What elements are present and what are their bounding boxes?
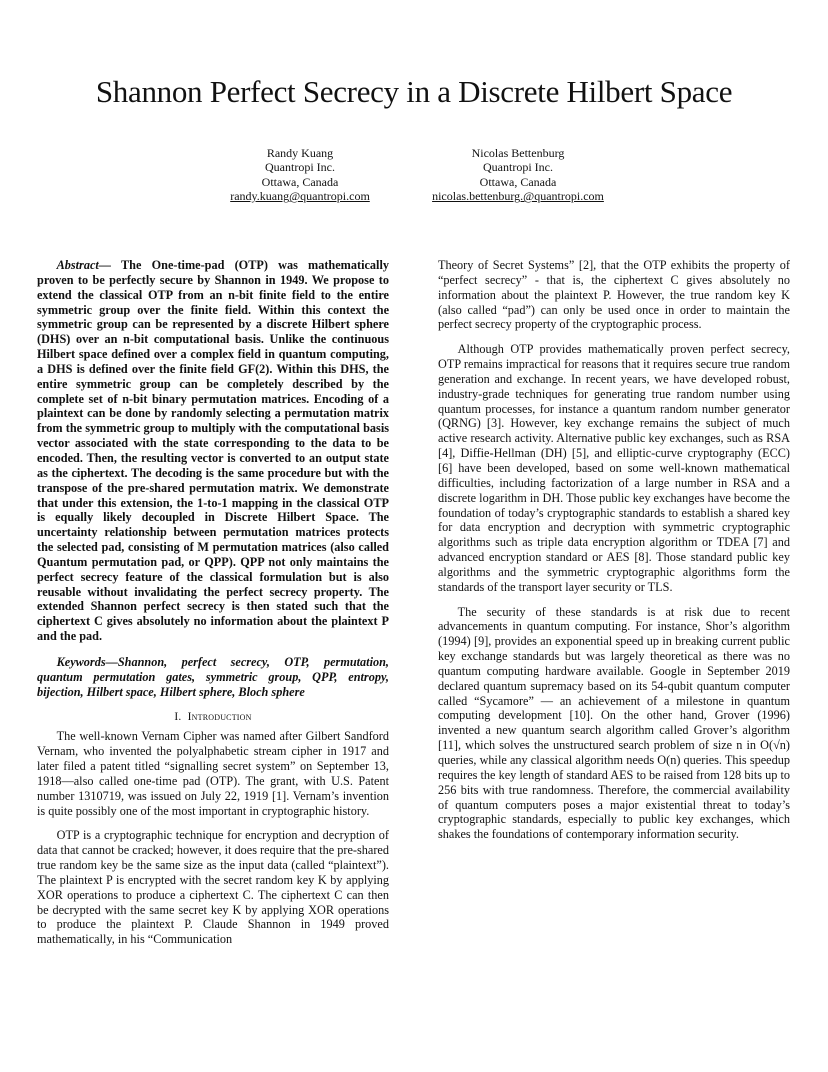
abstract <box>37 258 389 644</box>
right-column <box>438 258 790 842</box>
body-paragraph: Although OTP provides mathematically proven perfect secrecy, OTP remains impractical for reasons that it requires secure true random generation and exchange. In recent years, we have developed robust, industry-grade techniques for generating true random number using quantum processes, for instance a quantum random number generator (QRNG) [3]. However, key exchange remains the subject of much active research activity. Alternative public key exchanges, such as RSA [4], Diffie-Hellman (DH) [5], and elliptic-curve cryptography (ECC) [6] have been developed, based on some well-known mathematical difficulties, including factorization of a large number in RSA and a discrete logarithm in DH. Those public key exchanges have become the foundation of today’s cryptographic standards to establish a shared key for data encryption and decryption with symmetric cryptographic algorithms such as triple data encryption algorithm or TDEA [7] and advanced encryption standard or AES [8]. Those standard public key algorithms and the symmetric cryptographic algorithms form the standards of the transport layer security or TLS. <box>438 342 790 594</box>
author-email-link[interactable]: nicolas.bettenburg.@quantropi.com <box>432 189 604 204</box>
body-paragraph: Theory of Secret Systems” [2], that the OTP exhibits the property of “perfect secrecy” - that is, the ciphertext C gives absolutely no information about the plaintext P. However, the true random key K (also called “pad”) can only be used once in order to maintain the perfect secrecy property of the cryptographic process. <box>438 258 790 332</box>
author-email-link[interactable]: randy.kuang@quantropi.com <box>230 189 370 204</box>
body-paragraph: The well-known Vernam Cipher was named after Gilbert Sandford Vernam, who invented the polyalphabetic stream cipher in 1917 and later filed a patent titled “signalling secret system” on September 13, 1918—also called one-time pad (OTP). The grant, with U.S. Patent number 1310719, was issued on July 22, 1919 [1]. Vernam’s invention is quite possibly one of the most important in cryptographic history. <box>37 729 389 818</box>
author-block-1 <box>190 146 410 204</box>
author-block-2 <box>408 146 628 204</box>
author-name: Nicolas Bettenburg <box>471 146 565 160</box>
body-paragraph: OTP is a cryptographic technique for encryption and decryption of data that cannot be cracked; however, it does require that the pre-shared true random key be the same size as the input data (called “plaintext”). The plaintext P is encrypted with the secret random key K by applying XOR operations to produce a ciphertext C. The ciphertext C can then be decrypted with the same secret key K by applying XOR operations to produce the plaintext P. Claude Shannon in 1949 proved mathematically, in his “Communication <box>37 828 389 947</box>
author-affiliation: Quantropi Inc. <box>265 160 335 175</box>
author-location: Ottawa, Canada <box>261 174 339 189</box>
section-number: I. <box>174 711 182 724</box>
left-column <box>37 258 389 947</box>
abstract-label: Abstract— <box>56 258 112 272</box>
author-affiliation: Quantropi Inc. <box>483 160 553 175</box>
author-location: Ottawa, Canada <box>479 174 557 189</box>
abstract-text: The One-time-pad (OTP) was mathematically proven to be perfectly secure by Shannon in 1949. We propose to extend the classical OTP from an n-bit finite field to the entire symmetric group over the finite field. Within this context the symmetric group can be represented by a discrete Hilbert sphere (DHS) over an n-bit computational basis. Unlike the continuous Hilbert space defined over a complex field in quantum computing, a DHS is defined over the finite field GF(2). Within this DHS, the entire symmetric group can be completely described by the complete set of n-bit binary permutation matrices. Encoding of a plaintext can be done by randomly selecting a permutation matrix from the symmetric group to multiply with the computational basis vector associated with the state corresponding to the data to be encoded. Then, the resulting vector is converted to an output state as the ciphertext. The decoding is the same procedure but with the transpose of the pre-shared permutation matrix. We demonstrate that under this extension, the 1-to-1 mapping in the classical OTP is equally likely decoupled in Discrete Hilbert Space. The uncertainty relationship between permutation matrices protects the selected pad, consisting of M permutation matrices (also called Quantum permutation pad, or QPP). QPP not only maintains the perfect secrecy feature of the classical formulation but is also reusable without invalidating the perfect secrecy property. The extended Shannon perfect secrecy is then stated such that the ciphertext C gives absolutely no information about the plaintext P and the pad. <box>37 258 389 644</box>
paragraph-text: queries, while any classical algorithm needs O(n) queries. This speedup requires the key length of standard AES to be raised from 128 bits up to 256 bits with true randomness. Therefore, the commercial availability of quantum computers poses a major existential threat to today’s cryptographic standards, especially to public key exchanges, which shakes the foundations of contemporary information security. <box>438 753 790 842</box>
paper-title: Shannon Perfect Secrecy in a Discrete Hilbert Space <box>95 74 733 109</box>
author-name: Randy Kuang <box>266 146 334 160</box>
section-heading <box>37 710 389 725</box>
math-expression: O(√n) <box>760 738 790 753</box>
paragraph-text: The security of these standards is at risk due to recent advancements in quantum computing. For instance, Shor’s algorithm (1994) [9], provides an exponential speed up in breaking current public key exchange standards but was largely theoretical as there was no quantum computing hardware available. Google in September 2019 declared quantum supremacy based on its 54-qubit quantum computer called “Sycamore” — an achievement of a milestone in quantum computing development [10]. On the other hand, Grover (1996) invented a new quantum search algorithm called Grover’s algorithm [11], which solves the unstructured search problem of size n in <box>438 604 790 753</box>
section-title: Introduction <box>187 711 252 724</box>
keywords: Keywords—Shannon, perfect secrecy, OTP, permutation, quantum permutation gates, symmetric group, QPP, entropy, bijection, Hilbert space, Hilbert sphere, Bloch sphere <box>37 654 389 699</box>
body-paragraph <box>438 605 790 843</box>
